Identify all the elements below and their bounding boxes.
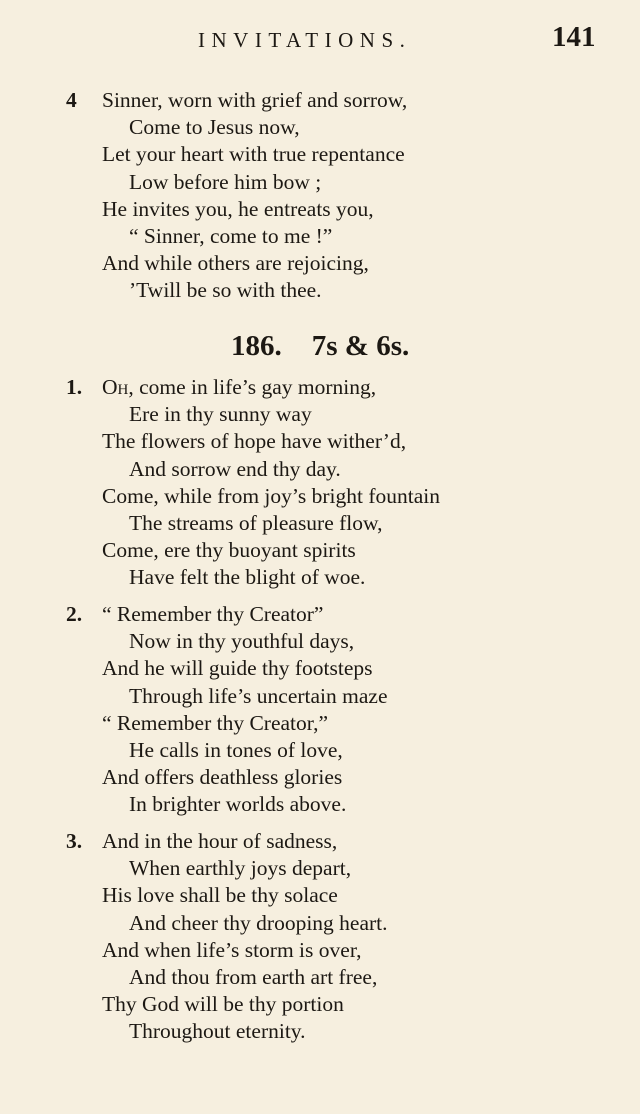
- verse-line: Through life’s uncertain maze: [129, 683, 388, 708]
- verse-line: His love shall be thy solace: [102, 883, 338, 908]
- verse-number: 2.: [66, 602, 83, 626]
- verse-number: 3.: [66, 829, 83, 853]
- verse-line: And he will guide thy footsteps: [102, 656, 373, 681]
- verse-line: And in the hour of sadness,: [102, 829, 338, 853]
- verse-line: When earthly joys depart,: [129, 856, 352, 881]
- verse-line: Low before him bow ;: [129, 169, 322, 194]
- verse-number: 4: [66, 88, 77, 112]
- verse-lead-word: Oh,: [102, 375, 134, 399]
- verse-line: Come, while from joy’s bright fountain: [102, 483, 440, 508]
- verse-line: And thou from earth art free,: [129, 965, 378, 989]
- verse-line: Throughout eternity.: [129, 1019, 306, 1044]
- verse-line: The streams of pleasure flow,: [129, 511, 383, 535]
- verse-line: Let your heart with true repentance: [102, 142, 405, 167]
- hymn-meter: 7s & 6s.: [311, 330, 410, 362]
- verse-line: He calls in tones of love,: [129, 738, 343, 762]
- verse-line: Sinner, worn with grief and sorrow,: [102, 88, 408, 112]
- verse-line-text: come in life’s gay morning,: [133, 375, 377, 399]
- hymn-number: 186.: [231, 330, 282, 362]
- verse-line: And offers deathless glories: [102, 765, 343, 790]
- verse-number: 1.: [66, 375, 83, 399]
- verse-line: Have felt the blight of woe.: [129, 565, 366, 590]
- verse-line: And while others are rejoicing,: [102, 251, 369, 276]
- verse-line: Ere in thy sunny way: [129, 402, 312, 427]
- verse-line: “ Remember thy Creator”: [102, 602, 324, 626]
- hymn-heading: [231, 328, 409, 364]
- page-number: 141: [552, 21, 596, 53]
- running-title: INVITATIONS.: [198, 28, 412, 52]
- verse-line: And when life’s storm is over,: [102, 937, 362, 962]
- verse-line: In brighter worlds above.: [129, 792, 347, 817]
- verse-line: “ Remember thy Creator,”: [102, 710, 328, 735]
- verse-line: Come to Jesus now,: [129, 115, 300, 140]
- verse-line: And cheer thy drooping heart.: [129, 910, 388, 935]
- verse-line: Now in thy youthful days,: [129, 629, 355, 654]
- verse-line: He invites you, he entreats you,: [102, 196, 374, 221]
- verse-line: ’Twill be so with thee.: [129, 278, 322, 303]
- verse-line: Come, ere thy buoyant spirits: [102, 538, 356, 563]
- verse-line: Thy God will be thy portion: [102, 992, 344, 1017]
- verse-line: [102, 374, 376, 401]
- verse-line: The flowers of hope have wither’d,: [102, 429, 407, 454]
- verse-line: And sorrow end thy day.: [129, 456, 341, 481]
- verse-line: “ Sinner, come to me !”: [129, 224, 333, 248]
